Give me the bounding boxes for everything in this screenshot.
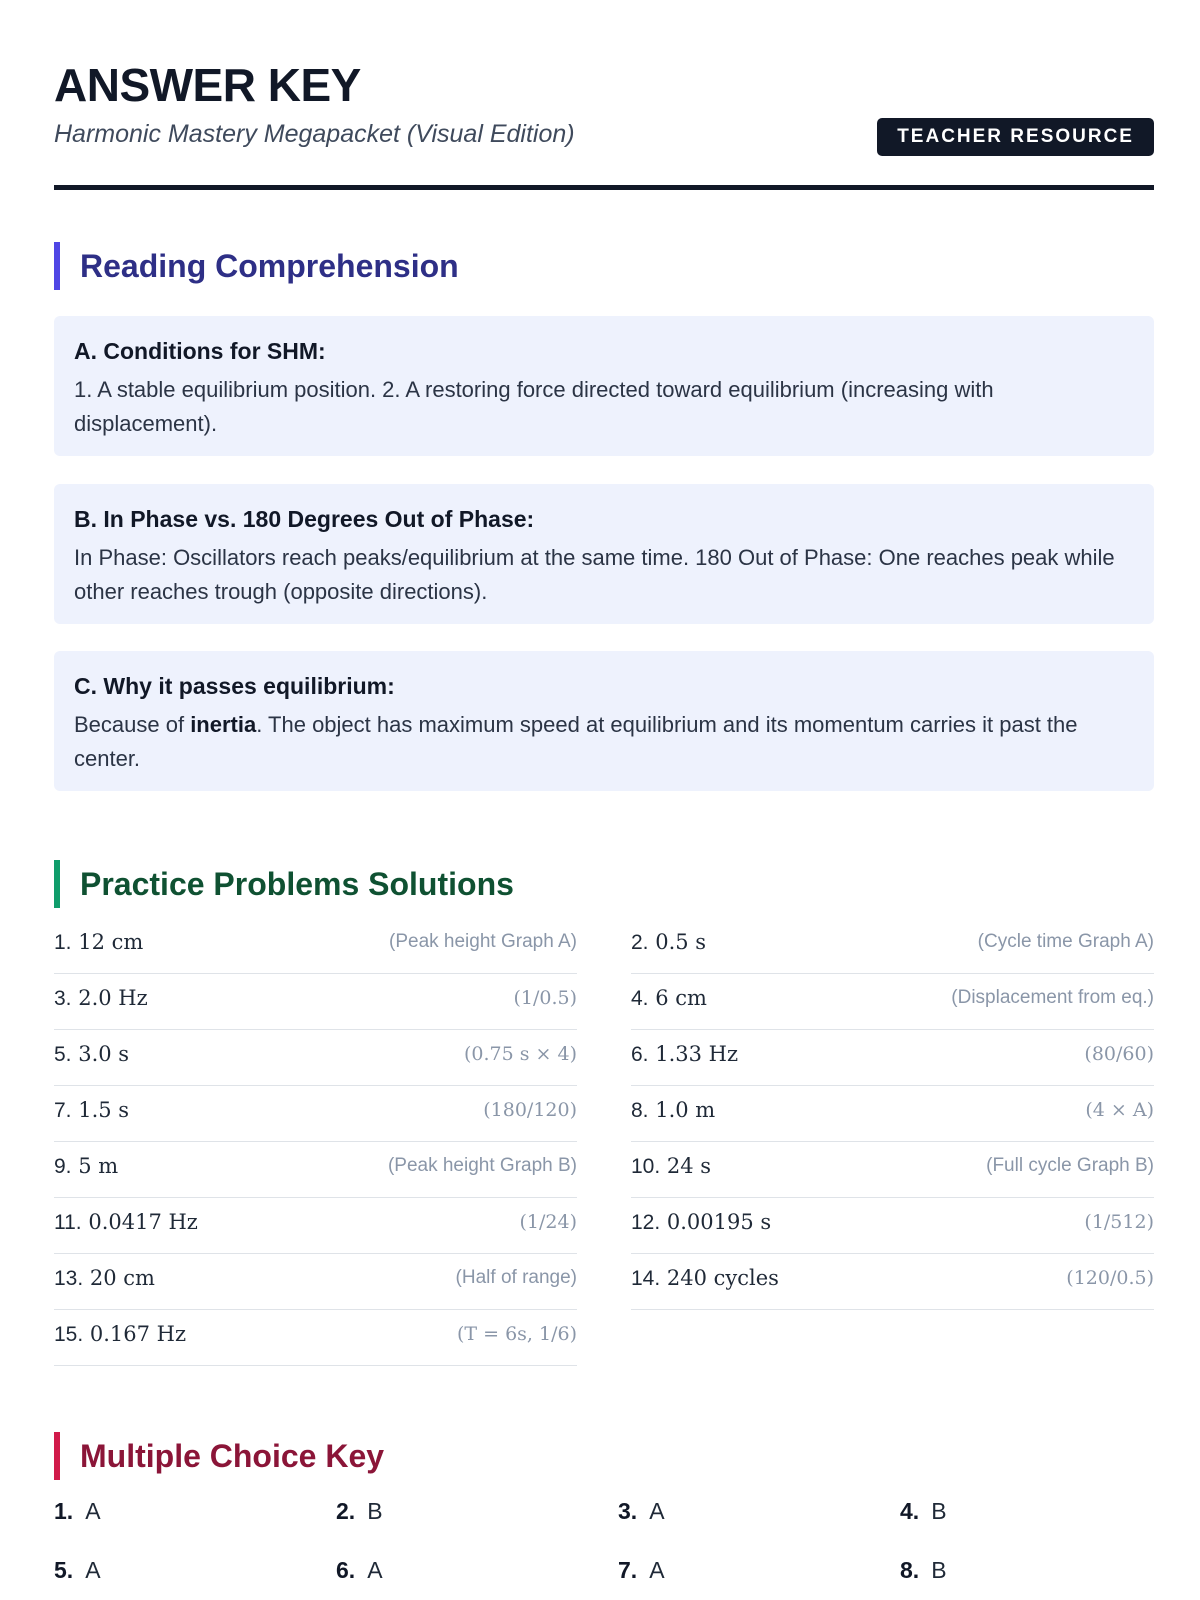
practice-answer: 11. 0.0417 Hz xyxy=(54,1210,198,1234)
page-subtitle: Harmonic Mastery Megapacket (Visual Edition) xyxy=(54,120,575,148)
practice-row xyxy=(631,1142,1154,1198)
mc-answer: 5. A xyxy=(54,1557,101,1583)
practice-note: (120/0.5) xyxy=(1066,1267,1154,1289)
practice-row xyxy=(54,1142,577,1198)
reading-card-title: C. Why it passes equilibrium: xyxy=(74,673,395,699)
reading-card-title: A. Conditions for SHM: xyxy=(74,338,326,364)
practice-note: (4 × A) xyxy=(1085,1099,1154,1121)
page-title: ANSWER KEY xyxy=(54,59,361,111)
mc-answer: 7. A xyxy=(618,1557,665,1583)
reading-card-title: B. In Phase vs. 180 Degrees Out of Phase: xyxy=(74,506,535,532)
mc-answer: 8. B xyxy=(900,1557,947,1583)
practice-note: (1/0.5) xyxy=(513,987,577,1009)
reading-card-body xyxy=(74,708,1134,776)
practice-row xyxy=(54,1030,577,1086)
reading-card-body: In Phase: Oscillators reach peaks/equilibrium at the same time. 180 Out of Phase: One reaches peak while other reaches trough (opposite directions). xyxy=(74,545,1115,604)
practice-row xyxy=(54,1086,577,1142)
practice-row xyxy=(54,974,577,1030)
practice-row xyxy=(54,1198,577,1254)
practice-note: (Half of range) xyxy=(455,1267,577,1288)
practice-note: (80/60) xyxy=(1084,1043,1154,1065)
mc-answer: 4. B xyxy=(900,1498,947,1524)
reading-card-c xyxy=(54,651,1154,791)
reading-card-b xyxy=(54,484,1154,624)
practice-answer: 14. 240 cycles xyxy=(631,1266,779,1290)
practice-row xyxy=(54,1310,577,1366)
practice-answer: 5. 3.0 s xyxy=(54,1042,130,1066)
practice-problems-heading: Practice Problems Solutions xyxy=(54,860,514,908)
practice-row xyxy=(631,918,1154,974)
practice-answer: 10. 24 s xyxy=(631,1154,712,1178)
practice-row xyxy=(631,1254,1154,1310)
mc-answer: 2. B xyxy=(336,1498,383,1524)
practice-answer: 1. 12 cm xyxy=(54,930,144,954)
practice-answer: 3. 2.0 Hz xyxy=(54,986,148,1010)
practice-answer: 12. 0.00195 s xyxy=(631,1210,772,1234)
practice-row xyxy=(54,918,577,974)
mc-answer: 1. A xyxy=(54,1498,101,1524)
practice-row xyxy=(631,1198,1154,1254)
practice-note: (180/120) xyxy=(483,1099,577,1121)
practice-note: (1/512) xyxy=(1084,1211,1154,1233)
practice-note: (Peak height Graph A) xyxy=(389,931,577,952)
practice-answer: 8. 1.0 m xyxy=(631,1098,716,1122)
practice-answer: 4. 6 cm xyxy=(631,986,707,1010)
body-text: Because of xyxy=(74,712,191,737)
practice-note: (Full cycle Graph B) xyxy=(986,1155,1154,1176)
teacher-resource-badge: TEACHER RESOURCE xyxy=(877,118,1154,156)
practice-row xyxy=(631,1030,1154,1086)
practice-note: (0.75 s × 4) xyxy=(463,1043,577,1065)
practice-note: (T = 6s, 1/6) xyxy=(457,1323,577,1345)
practice-note: (1/24) xyxy=(519,1211,577,1233)
practice-answer: 15. 0.167 Hz xyxy=(54,1322,187,1346)
practice-note: (Cycle time Graph A) xyxy=(977,931,1154,952)
practice-answer: 7. 1.5 s xyxy=(54,1098,130,1122)
answer-key-page xyxy=(54,0,1154,1583)
mc-answer: 3. A xyxy=(618,1498,665,1524)
practice-answer: 13. 20 cm xyxy=(54,1266,155,1290)
multiple-choice-heading: Multiple Choice Key xyxy=(54,1432,384,1480)
reading-card-body: 1. A stable equilibrium position. 2. A restoring force directed toward equilibrium (increasing with displacement). xyxy=(74,377,994,436)
practice-answer: 6. 1.33 Hz xyxy=(631,1042,739,1066)
mc-answer: 6. A xyxy=(336,1557,383,1583)
body-bold-term: inertia xyxy=(190,712,257,737)
practice-note: (Displacement from eq.) xyxy=(951,987,1154,1008)
practice-row xyxy=(631,974,1154,1030)
reading-comprehension-heading: Reading Comprehension xyxy=(54,242,459,290)
practice-answer: 2. 0.5 s xyxy=(631,930,707,954)
practice-note: (Peak height Graph B) xyxy=(387,1155,577,1176)
body-text: . The object has maximum speed at equilibrium and its momentum carries it past the center. xyxy=(74,712,1078,771)
practice-row xyxy=(631,1086,1154,1142)
document-header xyxy=(54,0,1154,190)
practice-row xyxy=(54,1254,577,1310)
practice-answer: 9. 5 m xyxy=(54,1154,119,1178)
reading-card-a xyxy=(54,316,1154,456)
